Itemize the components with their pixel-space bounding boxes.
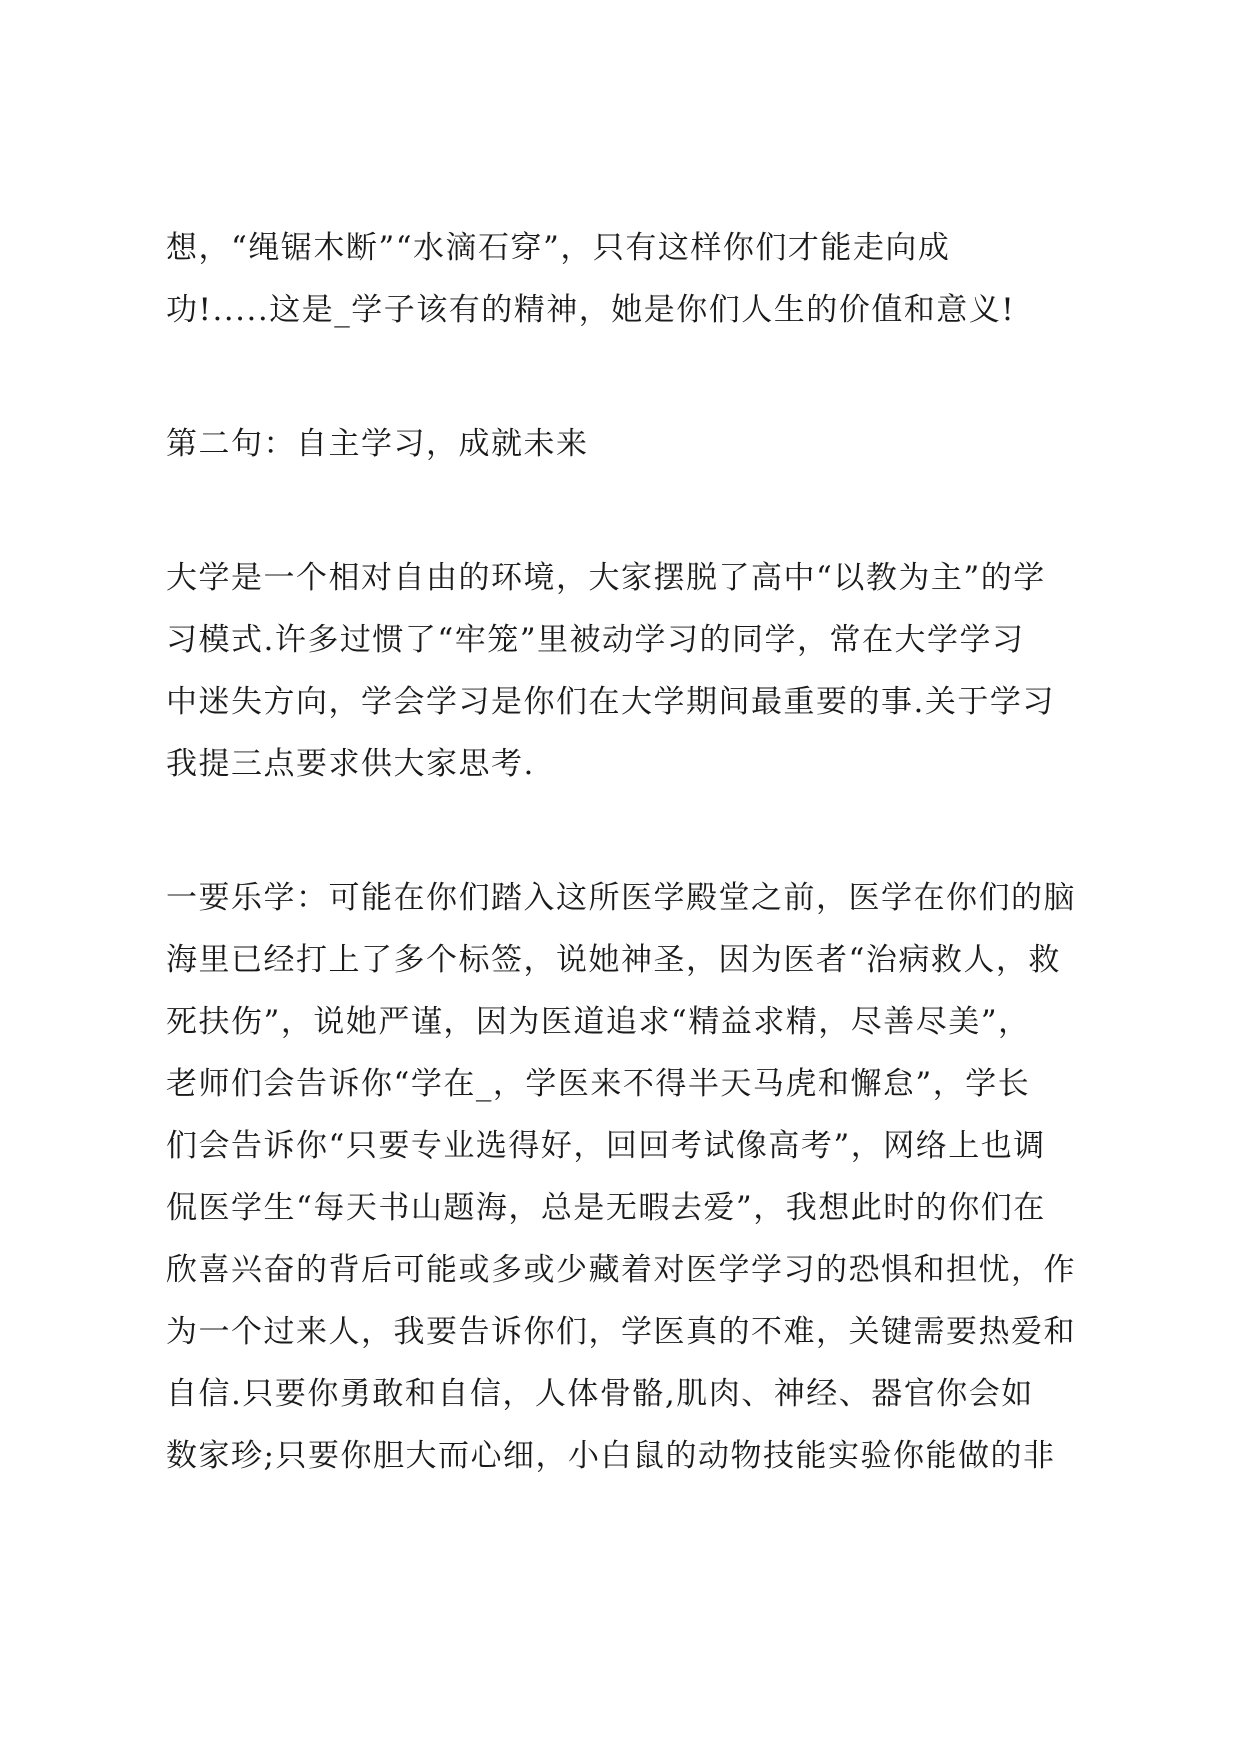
text-line-6: 中迷失方向，学会学习是你们在大学期间最重要的事.关于学习 bbox=[166, 684, 1055, 720]
text-line-10: 死扶伤”，说她严谨，因为医道追求“精益求精，尽善尽美”， bbox=[166, 1004, 1031, 1040]
text-line-4: 大学是一个相对自由的环境，大家摆脱了高中“以教为主”的学 bbox=[166, 560, 1046, 596]
text-line-1: 想，“绳锯木断”“水滴石穿”，只有这样你们才能走向成 bbox=[166, 230, 951, 266]
text-line-14: 欣喜兴奋的背后可能或多或少藏着对医学学习的恐惧和担忧，作 bbox=[166, 1252, 1076, 1288]
text-line-5: 习模式.许多过惯了“牢笼”里被动学习的同学，常在大学学习 bbox=[166, 622, 1025, 658]
text-line-16: 自信.只要你勇敢和自信，人体骨骼,肌肉、神经、器官你会如 bbox=[166, 1376, 1034, 1412]
text-line-17: 数家珍;只要你胆大而心细，小白鼠的动物技能实验你能做的非 bbox=[166, 1438, 1056, 1474]
text-line-7: 我提三点要求供大家思考. bbox=[166, 746, 535, 782]
text-line-11: 老师们会告诉你“学在_，学医来不得半天马虎和懈怠”，学长 bbox=[166, 1066, 1031, 1102]
text-line-2: 功!.....这是_学子该有的精神，她是你们人生的价值和意义! bbox=[166, 292, 1016, 328]
section-heading: 第二句：自主学习，成就未来 bbox=[166, 426, 589, 462]
text-line-12: 们会告诉你“只要专业选得好，回回考试像高考”，网络上也调 bbox=[166, 1128, 1046, 1164]
text-line-9: 海里已经打上了多个标签，说她神圣，因为医者“治病救人，救 bbox=[166, 942, 1061, 978]
text-line-15: 为一个过来人，我要告诉你们，学医真的不难，关键需要热爱和 bbox=[166, 1314, 1076, 1350]
text-line-8: 一要乐学：可能在你们踏入这所医学殿堂之前，医学在你们的脑 bbox=[166, 880, 1076, 916]
text-line-13: 侃医学生“每天书山题海，总是无暇去爱”，我想此时的你们在 bbox=[166, 1190, 1046, 1226]
